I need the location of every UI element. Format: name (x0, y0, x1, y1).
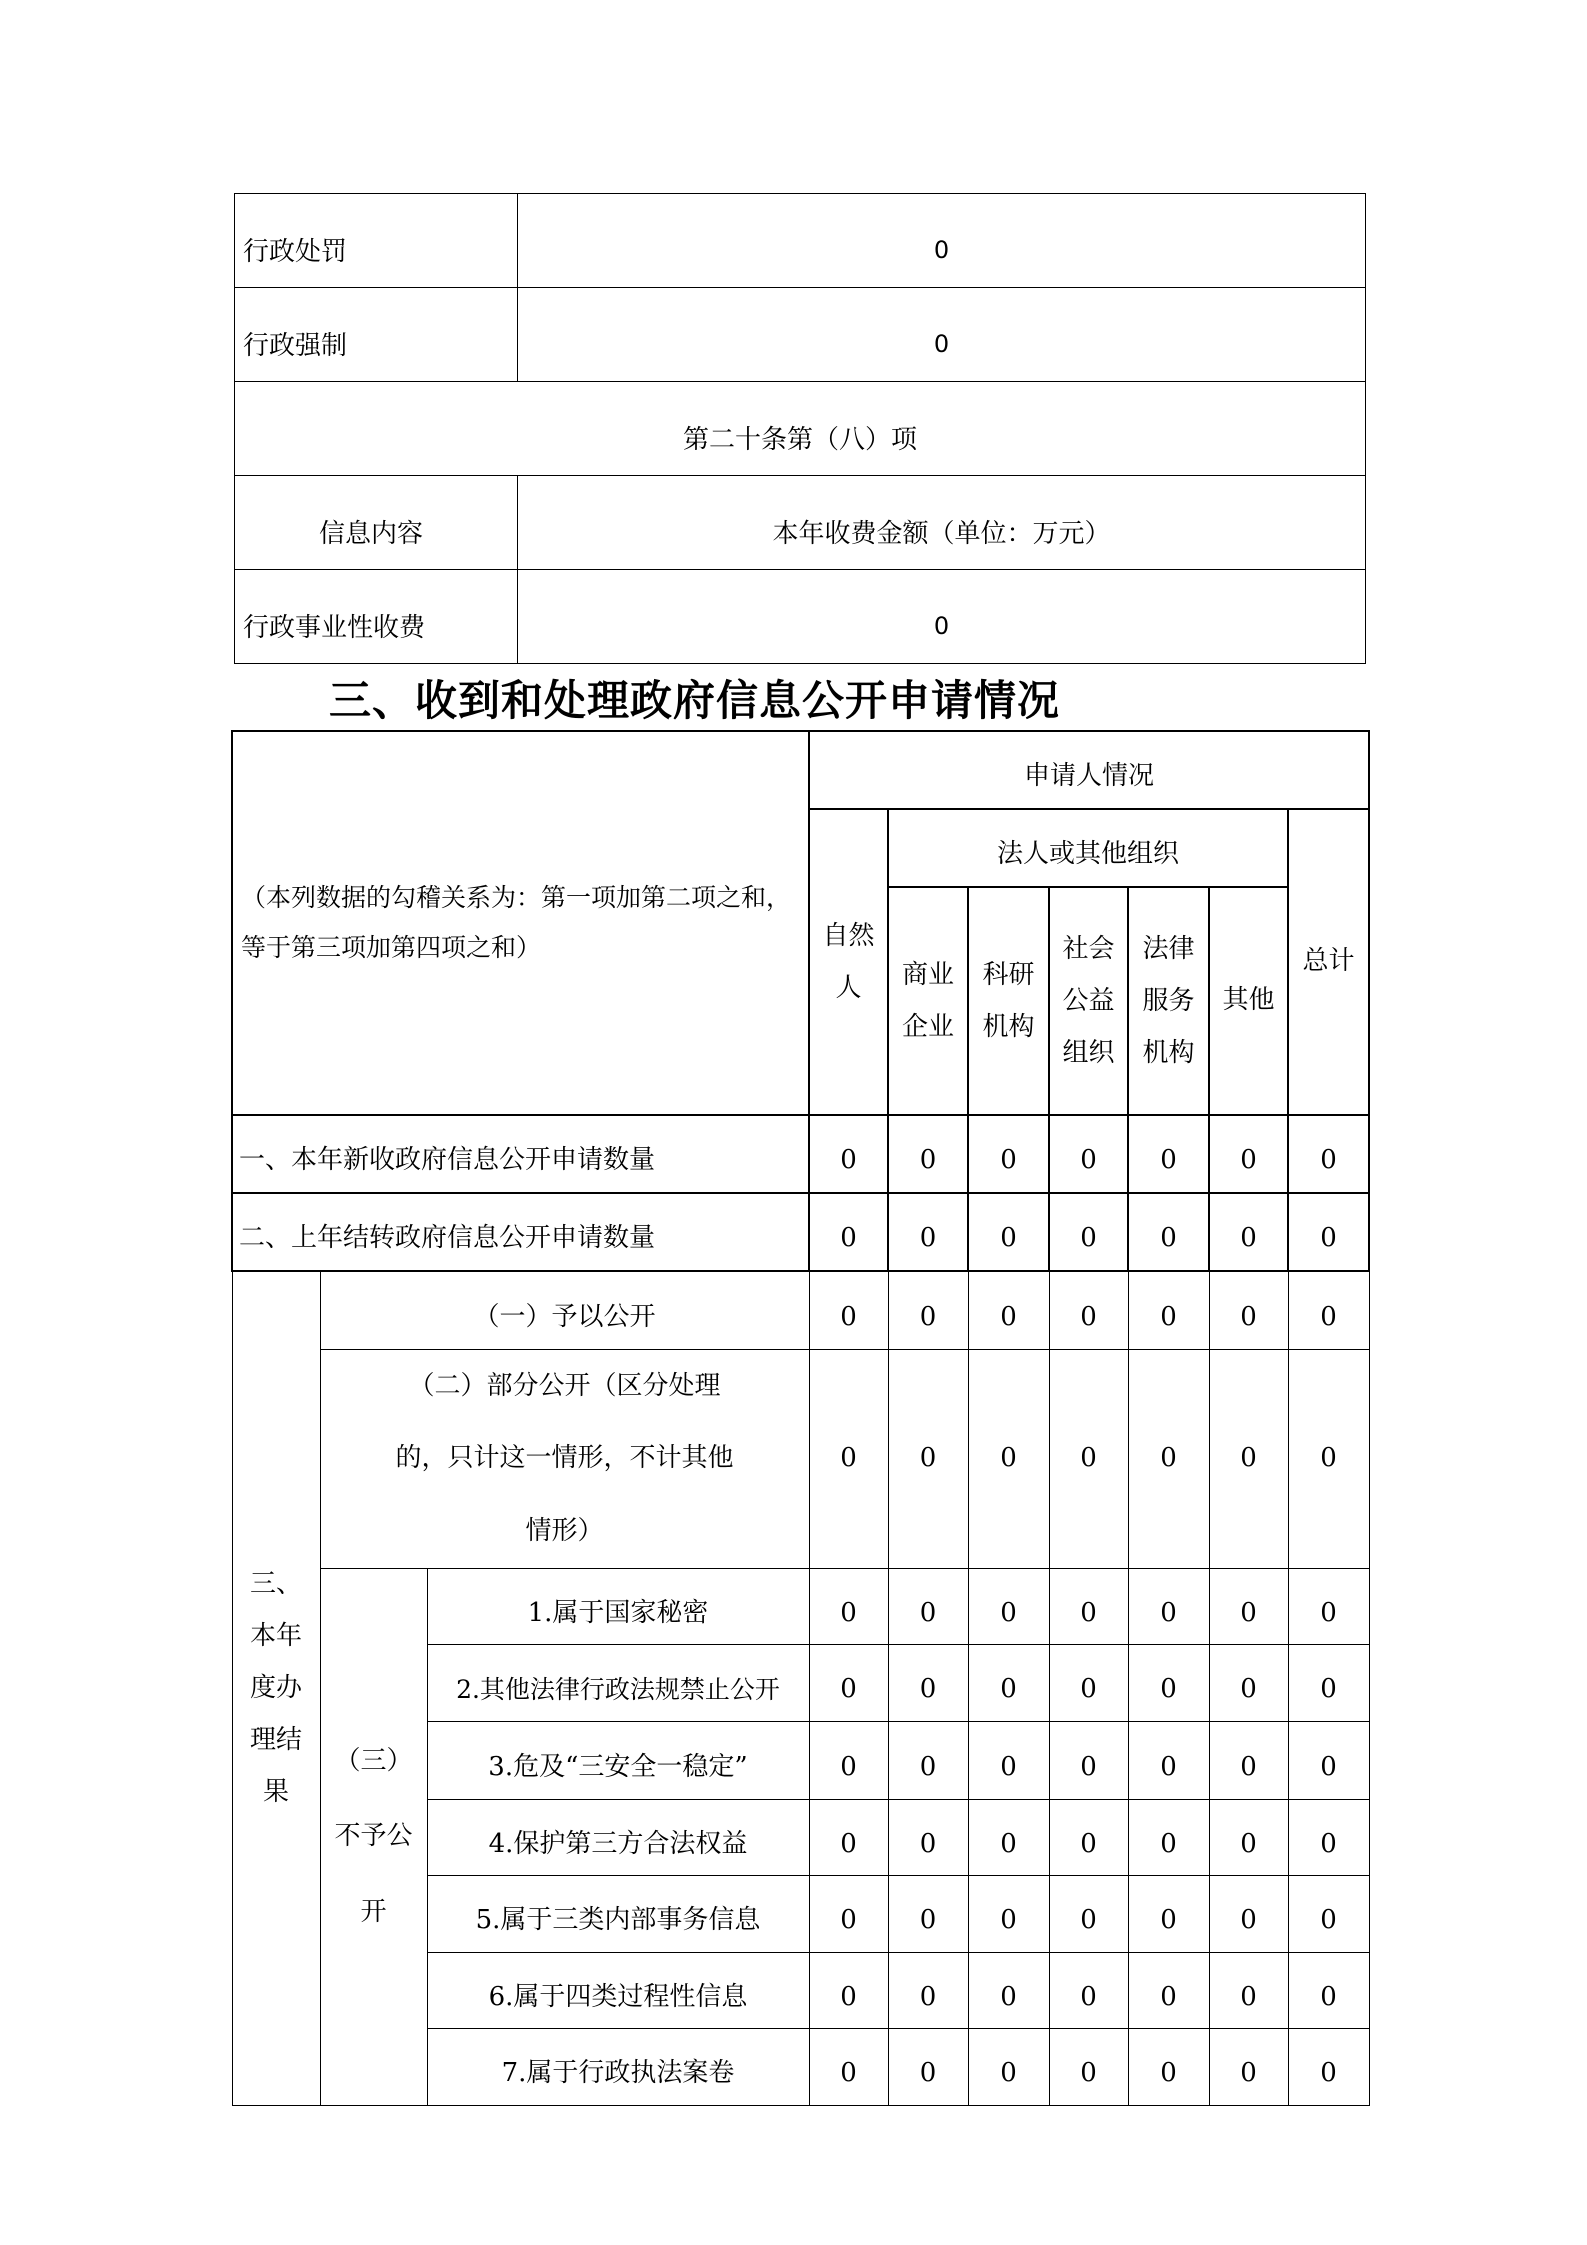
disclosure-applications-table (231, 730, 1370, 2106)
header-info-content: 信息内容 (235, 476, 518, 570)
cell-value: 0 (809, 1952, 888, 2028)
cell-value: 0 (1128, 1721, 1209, 1799)
cell-value: 0 (1209, 1271, 1288, 1349)
cell-value: 0 (968, 1568, 1049, 1644)
cell-value: 0 (809, 1271, 888, 1349)
header-fee-amount: 本年收费金额（单位：万元） (518, 476, 1366, 570)
cell-value: 0 (1288, 1875, 1369, 1952)
cell-value: 0 (968, 1952, 1049, 2028)
cell-value: 0 (968, 1349, 1049, 1568)
cell-value: 0 (1288, 1193, 1369, 1271)
cell-value: 0 (888, 1271, 968, 1349)
result-group-label (232, 1271, 320, 2105)
cell-value: 0 (968, 1644, 1049, 1721)
cell-value: 0 (888, 1799, 968, 1875)
cell-value: 0 (1288, 1568, 1369, 1644)
cell-value: 0 (1128, 1271, 1209, 1349)
col-natural-person (809, 809, 888, 1115)
row-label: 2.其他法律行政法规禁止公开 (427, 1644, 809, 1721)
row-label: （一）予以公开 (320, 1271, 809, 1349)
row-label: 行政事业性收费 (235, 570, 518, 664)
cell-value: 0 (968, 1271, 1049, 1349)
table-row (232, 1193, 1369, 1271)
cell-value: 0 (1049, 1952, 1128, 2028)
cell-value: 0 (1049, 1349, 1128, 1568)
legal-entity-header: 法人或其他组织 (888, 809, 1288, 887)
cell-value: 0 (1049, 1721, 1128, 1799)
table-row (235, 570, 1366, 664)
cell-value: 0 (1209, 1644, 1288, 1721)
row-label-text: （二）部分公开（区分处理的，只计这一情形，不计其他情形） (395, 1370, 734, 1547)
cell-value: 0 (888, 1193, 968, 1271)
cell-value: 0 (1128, 1875, 1209, 1952)
cell-value: 0 (1288, 1115, 1369, 1193)
cell-value: 0 (809, 1644, 888, 1721)
cell-value: 0 (1288, 1644, 1369, 1721)
cell-value: 0 (809, 2028, 888, 2105)
cell-value: 0 (1128, 1349, 1209, 1568)
cell-value: 0 (1128, 1115, 1209, 1193)
cell-value: 0 (1209, 1193, 1288, 1271)
row-label: 行政强制 (235, 288, 518, 382)
cell-value: 0 (888, 1721, 968, 1799)
row-label: 5.属于三类内部事务信息 (427, 1875, 809, 1952)
header-row (235, 476, 1366, 570)
not-open-group-label (320, 1568, 427, 2105)
table-row (232, 1568, 1369, 1644)
col-research-label: 科研机构 (982, 960, 1035, 1042)
row-label: 6.属于四类过程性信息 (427, 1952, 809, 2028)
row-label: 一、本年新收政府信息公开申请数量 (232, 1115, 809, 1193)
col-business-label: 商业企业 (901, 960, 954, 1042)
col-legal-service-label: 法律服务机构 (1142, 934, 1195, 1068)
cell-value: 0 (1209, 2028, 1288, 2105)
cell-value: 0 (1049, 1193, 1128, 1271)
fee-and-enforcement-table (234, 193, 1366, 664)
row-label (320, 1349, 809, 1568)
cell-value: 0 (888, 2028, 968, 2105)
cell-value: 0 (968, 2028, 1049, 2105)
cell-value: 0 (1209, 1799, 1288, 1875)
cell-value: 0 (888, 1644, 968, 1721)
col-other: 其他 (1209, 887, 1288, 1115)
cell-value: 0 (1209, 1875, 1288, 1952)
col-research (968, 887, 1049, 1115)
cell-value: 0 (1288, 1349, 1369, 1568)
cell-value: 0 (1128, 2028, 1209, 2105)
cell-value: 0 (809, 1568, 888, 1644)
cell-value: 0 (809, 1349, 888, 1568)
cell-value: 0 (809, 1193, 888, 1271)
cell-value: 0 (1049, 1799, 1128, 1875)
section-title-row (235, 382, 1366, 476)
table-row (235, 194, 1366, 288)
cell-value: 0 (1288, 2028, 1369, 2105)
cell-value: 0 (1049, 1271, 1128, 1349)
cell-value: 0 (888, 1952, 968, 2028)
col-natural-person-label: 自然人 (822, 921, 875, 1003)
row-label: 1.属于国家秘密 (427, 1568, 809, 1644)
cell-value: 0 (1049, 1568, 1128, 1644)
col-business (888, 887, 968, 1115)
col-legal-service (1128, 887, 1209, 1115)
row-value: 0 (518, 194, 1366, 288)
table-row (235, 288, 1366, 382)
cell-value: 0 (1128, 1799, 1209, 1875)
applicant-header: 申请人情况 (809, 731, 1369, 809)
table-row (232, 1271, 1369, 1349)
col-public-welfare-label: 社会公益组织 (1062, 934, 1115, 1068)
row-value: 0 (518, 288, 1366, 382)
cell-value: 0 (1288, 1271, 1369, 1349)
cell-value: 0 (809, 1799, 888, 1875)
cell-value: 0 (809, 1721, 888, 1799)
cell-value: 0 (1209, 1349, 1288, 1568)
col-public-welfare (1049, 887, 1128, 1115)
cell-value: 0 (1288, 1799, 1369, 1875)
cell-value: 0 (1288, 1952, 1369, 2028)
cell-value: 0 (1209, 1721, 1288, 1799)
cell-value: 0 (888, 1349, 968, 1568)
cell-value: 0 (1049, 1644, 1128, 1721)
cell-value: 0 (1128, 1568, 1209, 1644)
reconciliation-note: （本列数据的勾稽关系为：第一项加第二项之和，等于第三项加第四项之和） (232, 731, 809, 1115)
cell-value: 0 (809, 1115, 888, 1193)
not-open-group-text: （三）不予公开 (334, 1745, 413, 1927)
header-row (232, 731, 1369, 809)
cell-value: 0 (968, 1721, 1049, 1799)
cell-value: 0 (1049, 1875, 1128, 1952)
cell-value: 0 (1209, 1952, 1288, 2028)
row-label: 二、上年结转政府信息公开申请数量 (232, 1193, 809, 1271)
cell-value: 0 (888, 1115, 968, 1193)
cell-value: 0 (1209, 1568, 1288, 1644)
cell-value: 0 (1288, 1721, 1369, 1799)
row-label: 3.危及“三安全一稳定” (427, 1721, 809, 1799)
section-heading: 三、收到和处理政府信息公开申请情况 (329, 676, 1061, 725)
cell-value: 0 (888, 1568, 968, 1644)
col-total: 总计 (1288, 809, 1369, 1115)
cell-value: 0 (968, 1115, 1049, 1193)
cell-value: 0 (1128, 1193, 1209, 1271)
result-group-text: 三、本年度办理结果 (249, 1569, 302, 1808)
cell-value: 0 (888, 1875, 968, 1952)
section-title: 第二十条第（八）项 (235, 382, 1366, 476)
cell-value: 0 (1128, 1952, 1209, 2028)
row-label: 4.保护第三方合法权益 (427, 1799, 809, 1875)
row-value: 0 (518, 570, 1366, 664)
table-row (232, 1115, 1369, 1193)
row-label: 7.属于行政执法案卷 (427, 2028, 809, 2105)
cell-value: 0 (1128, 1644, 1209, 1721)
cell-value: 0 (809, 1875, 888, 1952)
cell-value: 0 (1049, 2028, 1128, 2105)
cell-value: 0 (968, 1193, 1049, 1271)
cell-value: 0 (968, 1875, 1049, 1952)
row-label: 行政处罚 (235, 194, 518, 288)
cell-value: 0 (1049, 1115, 1128, 1193)
cell-value: 0 (968, 1799, 1049, 1875)
cell-value: 0 (1209, 1115, 1288, 1193)
table-row (232, 1349, 1369, 1568)
